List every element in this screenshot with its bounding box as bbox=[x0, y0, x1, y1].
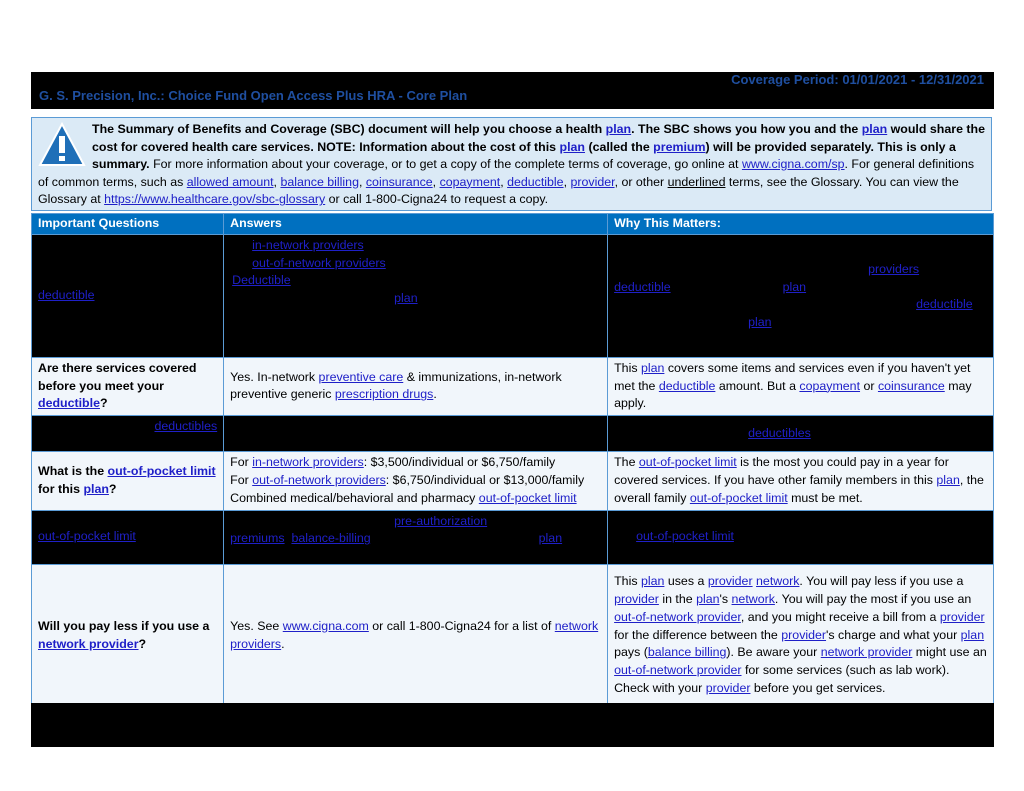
question-cell bbox=[32, 234, 224, 357]
out-of-pocket-limit-link[interactable]: out-of-pocket limit bbox=[478, 490, 577, 505]
providers-link[interactable]: providers bbox=[868, 261, 920, 276]
plan-link[interactable]: plan bbox=[861, 122, 888, 136]
why-cell: This plan uses a provider network. You will pay less if you use a provider in the plan's network. You will pay the most if you use an out-of-network provider, and you might receive a bill from a provider for the difference between the provider's charge and what your plan pays (balance billing). Be aware your network provider might use an out-of-network provider for some services (such as lab work). Check with your provider before you get services. bbox=[608, 564, 994, 707]
table-row bbox=[32, 564, 994, 707]
table-row bbox=[32, 416, 994, 452]
network-link[interactable]: network bbox=[731, 592, 775, 607]
coinsurance-link[interactable]: coinsurance bbox=[877, 378, 945, 393]
deductible-link[interactable]: deductible bbox=[507, 174, 564, 189]
warning-icon bbox=[38, 121, 86, 171]
why-cell bbox=[608, 416, 994, 452]
coinsurance-link[interactable]: coinsurance bbox=[365, 174, 433, 189]
table-row bbox=[32, 234, 994, 357]
plan-title: G. S. Precision, Inc.: Choice Fund Open Access Plus HRA - Core Plan bbox=[39, 88, 468, 103]
out-of-network-provider-link[interactable]: out-of-network provider bbox=[614, 609, 741, 624]
why-cell: This plan covers some items and services even if you haven't yet met the deductible amount. But a copayment or coinsurance may apply. bbox=[608, 357, 994, 415]
plan-link[interactable]: plan bbox=[696, 592, 720, 607]
provider-link[interactable]: provider bbox=[707, 574, 753, 589]
question-cell bbox=[32, 510, 224, 564]
network-provider-link[interactable]: network provider bbox=[38, 636, 139, 651]
out-of-pocket-limit-link[interactable]: out-of-pocket limit bbox=[638, 455, 737, 470]
table-header-row bbox=[32, 214, 994, 235]
deductible-link[interactable]: deductible bbox=[38, 396, 100, 411]
in-network-providers-link[interactable]: in-network providers bbox=[252, 455, 364, 470]
plan-link[interactable]: plan bbox=[83, 481, 109, 496]
glossary-link[interactable]: https://www.healthcare.gov/sbc-glossary bbox=[104, 192, 326, 207]
header-important-questions: Important Questions bbox=[32, 214, 224, 235]
answer-cell bbox=[224, 416, 608, 452]
deductibles-link[interactable]: deductibles bbox=[748, 425, 811, 440]
plan-link[interactable]: plan bbox=[782, 279, 807, 294]
plan-link[interactable]: plan bbox=[640, 574, 665, 589]
out-of-pocket-limit-link[interactable]: out-of-pocket limit bbox=[636, 529, 734, 544]
in-network-providers-link[interactable]: in-network providers bbox=[252, 237, 364, 252]
benefits-table bbox=[31, 213, 994, 708]
balance-billing-link[interactable]: balance-billing bbox=[291, 531, 371, 546]
out-of-network-providers-link[interactable]: out-of-network providers bbox=[252, 255, 386, 270]
header-why-this-matters: Why This Matters: bbox=[608, 214, 994, 235]
premiums-link[interactable]: premiums bbox=[230, 531, 285, 546]
answer-cell: Yes. See www.cigna.com or call 1-800-Cigna24 for a list of network providers. bbox=[224, 564, 608, 707]
out-of-network-providers-link[interactable]: out-of-network providers bbox=[252, 472, 386, 487]
intro-bold: The Summary of Benefits and Coverage (SBC) document will help you choose a health plan. The SBC shows you how you and the plan would share the cost for covered health care services. NOTE: Information about the cost of this plan (called the premium) will be provided separately. This is only a summary. bbox=[92, 122, 985, 172]
underlined-text: underlined bbox=[667, 174, 726, 189]
out-of-pocket-limit-link[interactable]: out-of-pocket limit bbox=[689, 490, 788, 505]
deductibles-link[interactable]: deductibles bbox=[154, 419, 218, 434]
intro-box: The Summary of Benefits and Coverage (SBC) document will help you choose a health plan. The SBC shows you how you and the plan would share the cost for covered health care services. NOTE: Information about the cost of this plan (called the premium) will be provided separately. This is only a summary. For more information about your coverage, or to get a copy of the complete terms of coverage, go online at www.cigna.com/sp. For general definitions of common terms, such as allowed amount, balance billing, coinsurance, copayment, deductible, provider, or other underlined terms, see the Glossary. You can view the Glossary at https://www.healthcare.gov/sbc-glossary or call 1-800-Cigna24 to request a copy. bbox=[31, 117, 992, 211]
header-answers: Answers bbox=[224, 214, 608, 235]
network-link[interactable]: network bbox=[756, 574, 800, 589]
cigna-sp-link[interactable]: www.cigna.com/sp bbox=[741, 157, 845, 172]
coverage-period: Coverage Period: 01/01/2021 - 12/31/2021 bbox=[731, 72, 984, 87]
deductible-link[interactable]: deductible bbox=[38, 287, 95, 302]
cigna-link[interactable]: www.cigna.com bbox=[282, 618, 369, 633]
answer-cell: Yes. In-network preventive care & immunizations, in-network preventive generic prescription drugs. bbox=[224, 357, 608, 415]
question-cell: What is the out-of-pocket limit for this plan? bbox=[32, 452, 224, 510]
question-cell: Will you pay less if you use a network provider? bbox=[32, 564, 224, 707]
allowed-amount-link[interactable]: allowed amount bbox=[186, 174, 274, 189]
why-cell: The out-of-pocket limit is the most you could pay in a year for covered services. If you have other family members in this plan, the overall family out-of-pocket limit must be met. bbox=[608, 452, 994, 510]
plan-link[interactable]: plan bbox=[640, 360, 665, 375]
plan-link[interactable]: plan bbox=[394, 291, 418, 306]
provider-link[interactable]: provider bbox=[939, 609, 985, 624]
provider-link[interactable]: provider bbox=[705, 681, 751, 696]
prescription-drugs-link[interactable]: prescription drugs bbox=[334, 387, 434, 402]
plan-link[interactable]: plan bbox=[960, 627, 985, 642]
balance-billing-link[interactable]: balance billing bbox=[280, 174, 359, 189]
header-bar bbox=[31, 72, 994, 110]
plan-link[interactable]: plan bbox=[936, 472, 960, 487]
table-row bbox=[32, 510, 994, 564]
plan-link[interactable]: plan bbox=[559, 139, 585, 154]
table-row bbox=[32, 452, 994, 510]
table-row bbox=[32, 357, 994, 415]
provider-link[interactable]: provider bbox=[570, 174, 615, 189]
deductible-link[interactable]: Deductible bbox=[232, 273, 291, 288]
pre-authorization-link[interactable]: pre-authorization bbox=[394, 513, 488, 528]
premium-link[interactable]: premium bbox=[653, 139, 706, 154]
copayment-link[interactable]: copayment bbox=[439, 174, 501, 189]
question-cell: Are there services covered before you meet your deductible? bbox=[32, 357, 224, 415]
out-of-pocket-limit-link[interactable]: out-of-pocket limit bbox=[107, 464, 216, 479]
copayment-link[interactable]: copayment bbox=[799, 378, 861, 393]
question-cell bbox=[32, 416, 224, 452]
footer-bar bbox=[31, 703, 994, 747]
out-of-pocket-limit-link[interactable]: out-of-pocket limit bbox=[38, 529, 136, 544]
plan-link[interactable]: plan bbox=[605, 122, 632, 136]
network-providers-link[interactable]: network providers bbox=[230, 618, 599, 651]
balance-billing-link[interactable]: balance billing bbox=[647, 645, 727, 660]
plan-link[interactable]: plan bbox=[538, 531, 563, 546]
preventive-care-link[interactable]: preventive care bbox=[318, 369, 404, 384]
why-cell bbox=[608, 510, 994, 564]
deductible-link[interactable]: deductible bbox=[614, 279, 671, 294]
why-cell bbox=[608, 234, 994, 357]
provider-link[interactable]: provider bbox=[614, 592, 659, 607]
deductible-link[interactable]: deductible bbox=[658, 378, 716, 393]
answer-cell bbox=[224, 234, 608, 357]
deductible-link[interactable]: deductible bbox=[916, 297, 973, 312]
answer-cell: For in-network providers: $3,500/individual or $6,750/family For out-of-network providers: $6,750/individual or $13,000/family Combined medical/behavioral and pharmacy out-of-pocket limit bbox=[224, 452, 608, 510]
provider-link[interactable]: provider bbox=[781, 627, 827, 642]
header-divider bbox=[31, 109, 994, 113]
plan-link[interactable]: plan bbox=[748, 315, 772, 330]
network-provider-link[interactable]: network provider bbox=[820, 645, 913, 660]
answer-cell bbox=[224, 510, 608, 564]
out-of-network-provider-link[interactable]: out-of-network provider bbox=[614, 663, 742, 678]
